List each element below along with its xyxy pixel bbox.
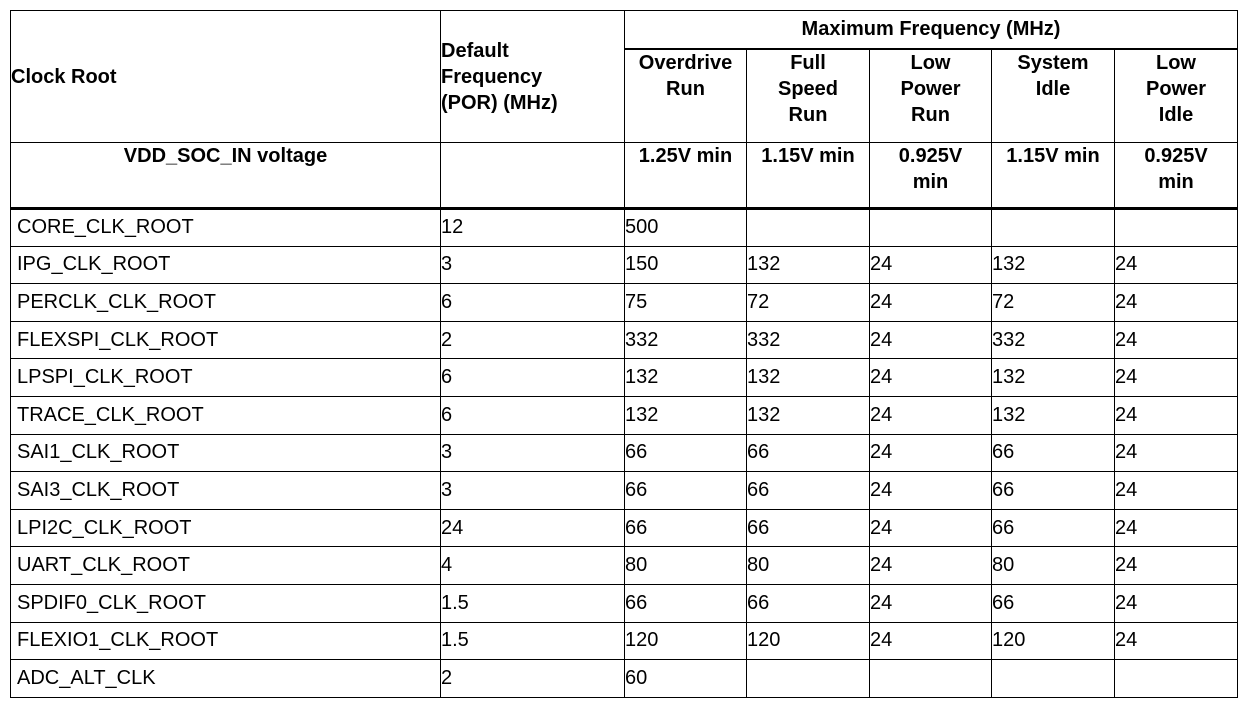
header-line: Full <box>790 51 826 74</box>
voltage-full-speed-run <box>747 143 870 209</box>
header-line: Frequency <box>441 65 543 88</box>
clock-name-cell: CORE_CLK_ROOT <box>11 209 441 247</box>
low-power-run-cell: 24 <box>870 547 992 585</box>
table-row <box>11 472 1238 510</box>
low-power-idle-cell: 24 <box>1115 622 1238 660</box>
header-line: Low <box>910 51 951 74</box>
clock-name-cell: FLEXSPI_CLK_ROOT <box>11 321 441 359</box>
low-power-idle-cell: 24 <box>1115 284 1238 322</box>
table-row <box>11 434 1238 472</box>
header-line: (POR) (MHz) <box>441 91 558 114</box>
clock-name-cell: SAI3_CLK_ROOT <box>11 472 441 510</box>
table-row <box>11 509 1238 547</box>
low-power-idle-cell <box>1115 660 1238 698</box>
low-power-run-cell: 24 <box>870 472 992 510</box>
header-line: Speed <box>777 77 839 100</box>
mode-header-full-speed-run <box>747 49 870 143</box>
default-frequency-cell: 1.5 <box>441 584 625 622</box>
clock-name-cell: LPI2C_CLK_ROOT <box>11 509 441 547</box>
header-line: Default <box>441 39 509 62</box>
table-row <box>11 246 1238 284</box>
low-power-run-cell <box>870 209 992 247</box>
header-line: Overdrive <box>638 51 733 74</box>
low-power-run-cell: 24 <box>870 622 992 660</box>
mode-header-low-power-idle <box>1115 49 1238 143</box>
system-idle-cell: 132 <box>992 396 1115 434</box>
low-power-run-cell: 24 <box>870 359 992 397</box>
low-power-run-cell: 24 <box>870 396 992 434</box>
clock-name-cell: UART_CLK_ROOT <box>11 547 441 585</box>
full-speed-run-cell <box>747 209 870 247</box>
table-row <box>11 396 1238 434</box>
table-row <box>11 284 1238 322</box>
low-power-idle-cell: 24 <box>1115 547 1238 585</box>
overdrive-run-cell: 66 <box>625 509 747 547</box>
header-line: 0.925V <box>898 145 963 167</box>
overdrive-run-cell: 75 <box>625 284 747 322</box>
default-frequency-cell: 2 <box>441 321 625 359</box>
overdrive-run-cell: 66 <box>625 472 747 510</box>
header-line: Low <box>1156 51 1196 74</box>
header-line: Run <box>788 103 828 126</box>
system-idle-cell: 66 <box>992 584 1115 622</box>
overdrive-run-cell: 120 <box>625 622 747 660</box>
overdrive-run-cell: 80 <box>625 547 747 585</box>
default-frequency-cell: 6 <box>441 396 625 434</box>
low-power-idle-cell: 24 <box>1115 321 1238 359</box>
low-power-idle-cell: 24 <box>1115 434 1238 472</box>
clock-name-cell: SPDIF0_CLK_ROOT <box>11 584 441 622</box>
table-row <box>11 660 1238 698</box>
system-idle-cell: 132 <box>992 246 1115 284</box>
full-speed-run-cell: 80 <box>747 547 870 585</box>
low-power-run-cell <box>870 660 992 698</box>
default-frequency-cell: 6 <box>441 284 625 322</box>
header-line: Run <box>911 103 950 126</box>
full-speed-run-cell: 132 <box>747 359 870 397</box>
low-power-run-cell: 24 <box>870 321 992 359</box>
clock-name-cell: ADC_ALT_CLK <box>11 660 441 698</box>
clock-name-cell: IPG_CLK_ROOT <box>11 246 441 284</box>
overdrive-run-cell: 132 <box>625 359 747 397</box>
header-line: 1.15V min <box>761 145 855 167</box>
full-speed-run-cell: 72 <box>747 284 870 322</box>
low-power-idle-cell <box>1115 209 1238 247</box>
low-power-run-cell: 24 <box>870 246 992 284</box>
table-row <box>11 547 1238 585</box>
mode-header-system-idle <box>992 49 1115 143</box>
voltage-system-idle <box>992 143 1115 209</box>
system-idle-cell: 66 <box>992 509 1115 547</box>
default-frequency-cell: 1.5 <box>441 622 625 660</box>
clock-name-cell: TRACE_CLK_ROOT <box>11 396 441 434</box>
header-line: Power <box>1145 77 1207 100</box>
full-speed-run-cell: 120 <box>747 622 870 660</box>
overdrive-run-cell: 132 <box>625 396 747 434</box>
default-frequency-header <box>441 11 625 143</box>
header-line: 1.15V min <box>1006 145 1100 167</box>
low-power-run-cell: 24 <box>870 584 992 622</box>
table-row <box>11 584 1238 622</box>
header-line: System <box>1017 51 1089 74</box>
clock-name-cell: LPSPI_CLK_ROOT <box>11 359 441 397</box>
system-idle-cell: 66 <box>992 434 1115 472</box>
table-header <box>11 11 1238 209</box>
default-frequency-cell: 3 <box>441 246 625 284</box>
voltage-overdrive-run <box>625 143 747 209</box>
full-speed-run-cell: 332 <box>747 321 870 359</box>
overdrive-run-cell: 150 <box>625 246 747 284</box>
low-power-run-cell: 24 <box>870 284 992 322</box>
low-power-idle-cell: 24 <box>1115 472 1238 510</box>
default-frequency-cell: 24 <box>441 509 625 547</box>
default-frequency-cell: 6 <box>441 359 625 397</box>
clock-name-cell: FLEXIO1_CLK_ROOT <box>11 622 441 660</box>
low-power-idle-cell: 24 <box>1115 396 1238 434</box>
voltage-label-header: VDD_SOC_IN voltage <box>11 143 441 209</box>
mode-header-overdrive-run <box>625 49 747 143</box>
system-idle-cell <box>992 209 1115 247</box>
default-frequency-cell: 12 <box>441 209 625 247</box>
table-body <box>11 209 1238 698</box>
header-line: Idle <box>1035 77 1071 100</box>
header-line: Run <box>666 77 705 100</box>
system-idle-cell <box>992 660 1115 698</box>
low-power-idle-cell: 24 <box>1115 509 1238 547</box>
full-speed-run-cell: 66 <box>747 434 870 472</box>
full-speed-run-cell: 66 <box>747 472 870 510</box>
table-row <box>11 321 1238 359</box>
maximum-frequency-header: Maximum Frequency (MHz) <box>625 11 1238 49</box>
overdrive-run-cell: 500 <box>625 209 747 247</box>
full-speed-run-cell: 132 <box>747 246 870 284</box>
header-line: min <box>1158 171 1194 193</box>
system-idle-cell: 120 <box>992 622 1115 660</box>
system-idle-cell: 132 <box>992 359 1115 397</box>
full-speed-run-cell: 66 <box>747 509 870 547</box>
table-row <box>11 622 1238 660</box>
clock-frequency-table <box>10 10 1238 698</box>
overdrive-run-cell: 332 <box>625 321 747 359</box>
table-row <box>11 359 1238 397</box>
overdrive-run-cell: 66 <box>625 584 747 622</box>
clock-root-header: Clock Root <box>11 11 441 143</box>
full-speed-run-cell <box>747 660 870 698</box>
full-speed-run-cell: 132 <box>747 396 870 434</box>
low-power-idle-cell: 24 <box>1115 359 1238 397</box>
overdrive-run-cell: 60 <box>625 660 747 698</box>
default-frequency-cell: 3 <box>441 434 625 472</box>
full-speed-run-cell: 66 <box>747 584 870 622</box>
low-power-run-cell: 24 <box>870 509 992 547</box>
header-line: 0.925V <box>1144 145 1208 167</box>
clock-name-cell: SAI1_CLK_ROOT <box>11 434 441 472</box>
header-line: 1.25V min <box>638 145 733 167</box>
header-line: min <box>912 171 949 193</box>
low-power-idle-cell: 24 <box>1115 246 1238 284</box>
voltage-default-empty <box>441 143 625 209</box>
low-power-idle-cell: 24 <box>1115 584 1238 622</box>
clock-name-cell: PERCLK_CLK_ROOT <box>11 284 441 322</box>
default-frequency-cell: 2 <box>441 660 625 698</box>
system-idle-cell: 72 <box>992 284 1115 322</box>
header-line: Idle <box>1158 103 1194 126</box>
mode-header-low-power-run <box>870 49 992 143</box>
system-idle-cell: 80 <box>992 547 1115 585</box>
default-frequency-cell: 3 <box>441 472 625 510</box>
table-row <box>11 209 1238 247</box>
system-idle-cell: 332 <box>992 321 1115 359</box>
low-power-run-cell: 24 <box>870 434 992 472</box>
system-idle-cell: 66 <box>992 472 1115 510</box>
overdrive-run-cell: 66 <box>625 434 747 472</box>
voltage-low-power-idle <box>1115 143 1238 209</box>
default-frequency-cell: 4 <box>441 547 625 585</box>
header-line: Power <box>900 77 961 100</box>
voltage-low-power-run <box>870 143 992 209</box>
